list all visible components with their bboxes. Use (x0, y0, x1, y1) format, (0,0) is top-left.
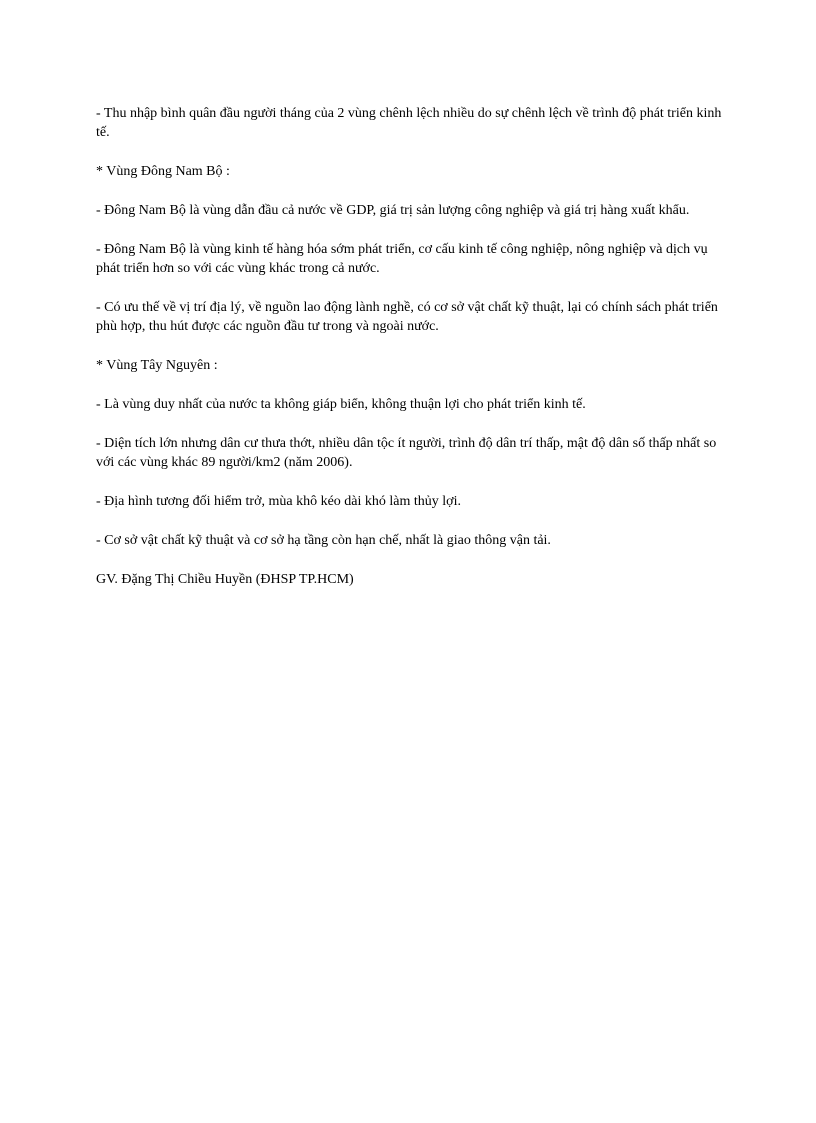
paragraph-income-gap: - Thu nhập bình quân đầu người tháng của 2 vùng chênh lệch nhiều do sự chênh lệch về trình độ phát triển kinh tế. (96, 106, 722, 140)
paragraph-dnb-economy: - Đông Nam Bộ là vùng kinh tế hàng hóa sớm phát triển, cơ cấu kinh tế công nghiệp, nông nghiệp và dịch vụ phát triển hơn so với các vùng khác trong cả nước. (96, 242, 708, 276)
paragraph-dnb-advantages: - Có ưu thế về vị trí địa lý, về nguồn lao động lành nghề, có cơ sở vật chất kỹ thuật, lại có chính sách phát triển phù hợp, thu hút được các nguồn đầu tư trong và ngoài nước. (96, 300, 718, 334)
paragraph-tn-landlocked: - Là vùng duy nhất của nước ta không giáp biển, không thuận lợi cho phát triển kinh tế. (96, 397, 586, 412)
author-signature: GV. Đặng Thị Chiều Huyền (ĐHSP TP.HCM) (96, 572, 354, 587)
heading-tay-nguyen: * Vùng Tây Nguyên : (96, 358, 218, 373)
paragraph-tn-infrastructure: - Cơ sở vật chất kỹ thuật và cơ sở hạ tầng còn hạn chế, nhất là giao thông vận tải. (96, 533, 551, 548)
paragraph-tn-terrain: - Địa hình tương đối hiểm trở, mùa khô kéo dài khó làm thủy lợi. (96, 494, 461, 509)
paragraph-tn-population: - Diện tích lớn nhưng dân cư thưa thớt, nhiều dân tộc ít người, trình độ dân trí thấp, mật độ dân số thấp nhất so với các vùng khác 89 người/km2 (năm 2006). (96, 436, 717, 470)
document-body (96, 104, 724, 609)
heading-dong-nam-bo: * Vùng Đông Nam Bộ : (96, 164, 230, 179)
paragraph-dnb-gdp: - Đông Nam Bộ là vùng dẫn đầu cả nước về GDP, giá trị sản lượng công nghiệp và giá trị hàng xuất khẩu. (96, 203, 690, 218)
